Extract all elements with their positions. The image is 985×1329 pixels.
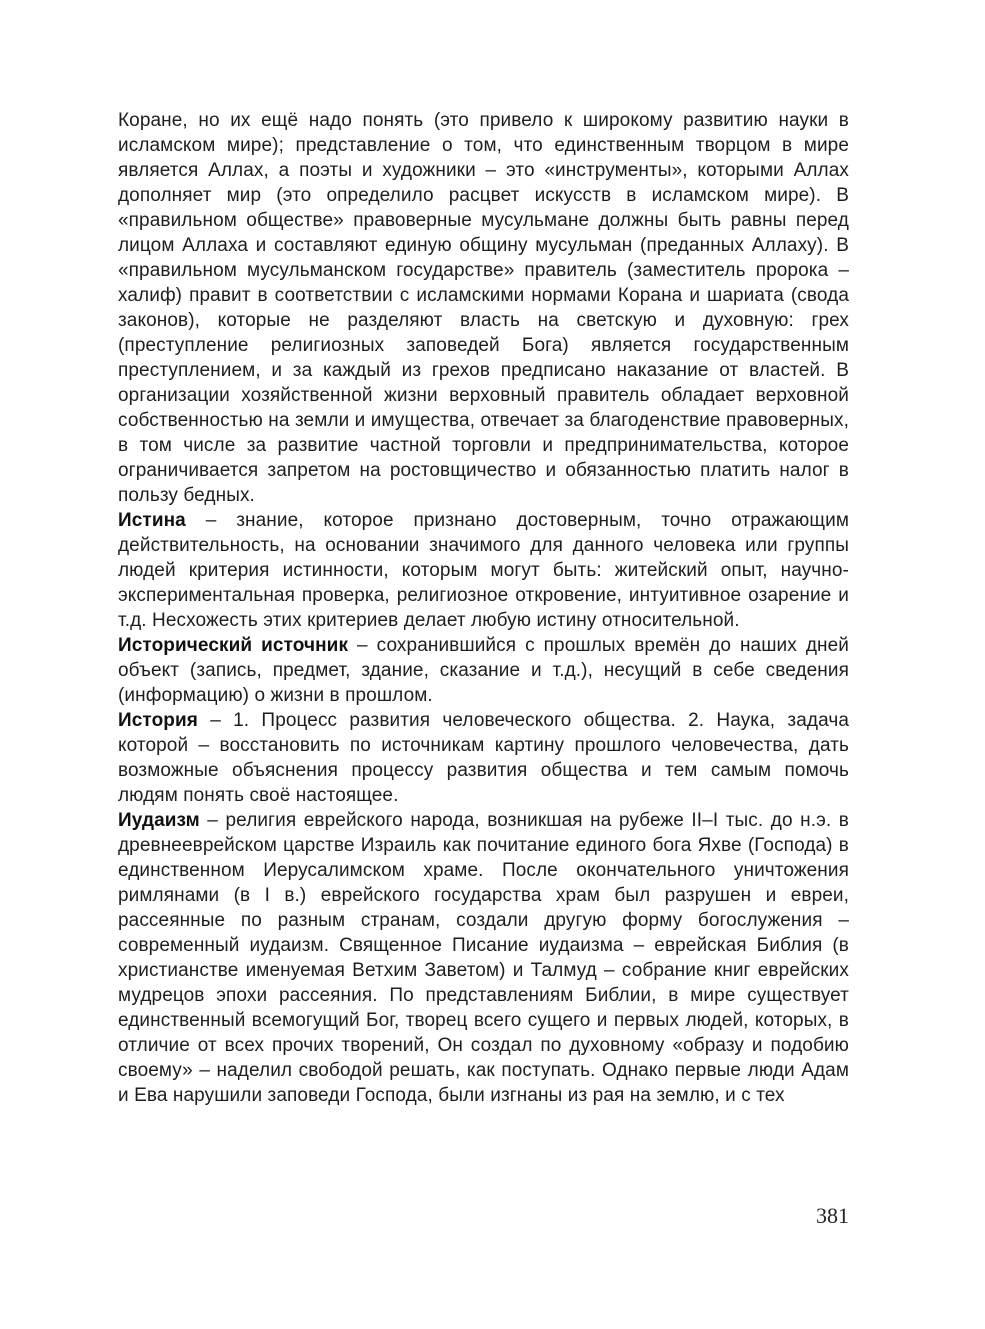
paragraph-text: – знание, которое признано достоверным, точно отражающим действительность, на основании значимого для данного человека или группы людей критерия истинности, которым могут быть: житейский опыт, научно-экспериментальная проверка, религиозное откровение, интуитивное озарение и т.д. Несхожесть этих критериев делает любую истину относительной. xyxy=(118,510,849,631)
paragraph-text: – сохранившийся с прошлых времён до наших дней объект (запись, предмет, здание, сказание и т.д.), несущий в себе сведения (информацию) о жизни в прошлом. xyxy=(118,635,849,706)
paragraph-text: Коране, но их ещё надо понять (это привело к широкому развитию науки в исламском мире); представление о том, что единственным творцом в мире является Аллах, а поэты и художники – это «инструменты», которыми Аллах дополняет мир (это определило расцвет искусств в исламском мире). В «правильном обществе» правоверные мусульмане должны быть равны перед лицом Аллаха и составляют единую общину мусульман (преданных Аллаху). В «правильном мусульманском государстве» правитель (заместитель пророка – халиф) правит в соответствии с исламскими нормами Корана и шариата (свода законов), которые не разделяют власть на светскую и духовную: грех (преступление религиозных заповедей Бога) является государственным преступлением, и за каждый из грехов предписано наказание от властей. В организации хозяйственной жизни верховный правитель обладает верховной собственностью на земли и имущества, отвечает за благоденствие правоверных, в том числе за развитие частной торговли и предпринимательства, которое ограничивается запретом на ростовщичество и обязанностью платить налог в пользу бедных. xyxy=(118,110,849,506)
paragraph-istoricheskiy-istochnik xyxy=(118,633,849,708)
paragraph-istoriya xyxy=(118,708,849,808)
term-label: История xyxy=(118,710,198,731)
term-label: Иудаизм xyxy=(118,810,200,831)
term-label: Истина xyxy=(118,510,186,531)
page-number: 381 xyxy=(816,1203,849,1228)
glossary-text-block xyxy=(118,108,849,1108)
paragraph-text: – религия еврейского народа, возникшая на рубеже II–I тыс. до н.э. в древнееврейском царстве Израиль как почитание единого бога Яхве (Господа) в единственном Иерусалимском храме. После окончательного уничтожения римлянами (в I в.) еврейского государства храм был разрушен и евреи, рассеянные по разным странам, создали другую форму богослужения – современный иудаизм. Священное Писание иудаизма – еврейская Библия (в христианстве именуемая Ветхим Заветом) и Талмуд – собрание книг еврейских мудрецов эпохи рассеяния. По представлениям Библии, в мире существует единственный всемогущий Бог, творец всего сущего и первых людей, которых, в отличие от всех прочих творений, Он создал по духовному «образу и подобию своему» – наделил свободой решать, как поступать. Однако первые люди Адам и Ева нарушили заповеди Господа, были изгнаны из рая на землю, и с тех xyxy=(118,810,849,1106)
term-label: Исторический источник xyxy=(118,635,349,656)
paragraph-iudaizm xyxy=(118,808,849,1108)
paragraph-continuation xyxy=(118,108,849,508)
paragraph-istina xyxy=(118,508,849,633)
paragraph-text: – 1. Процесс развития человеческого общества. 2. Наука, задача которой – восстановить по источникам картину прошлого человечества, дать возможные объяснения процессу развития общества и тем самым помочь людям понять своё настоящее. xyxy=(118,710,849,806)
